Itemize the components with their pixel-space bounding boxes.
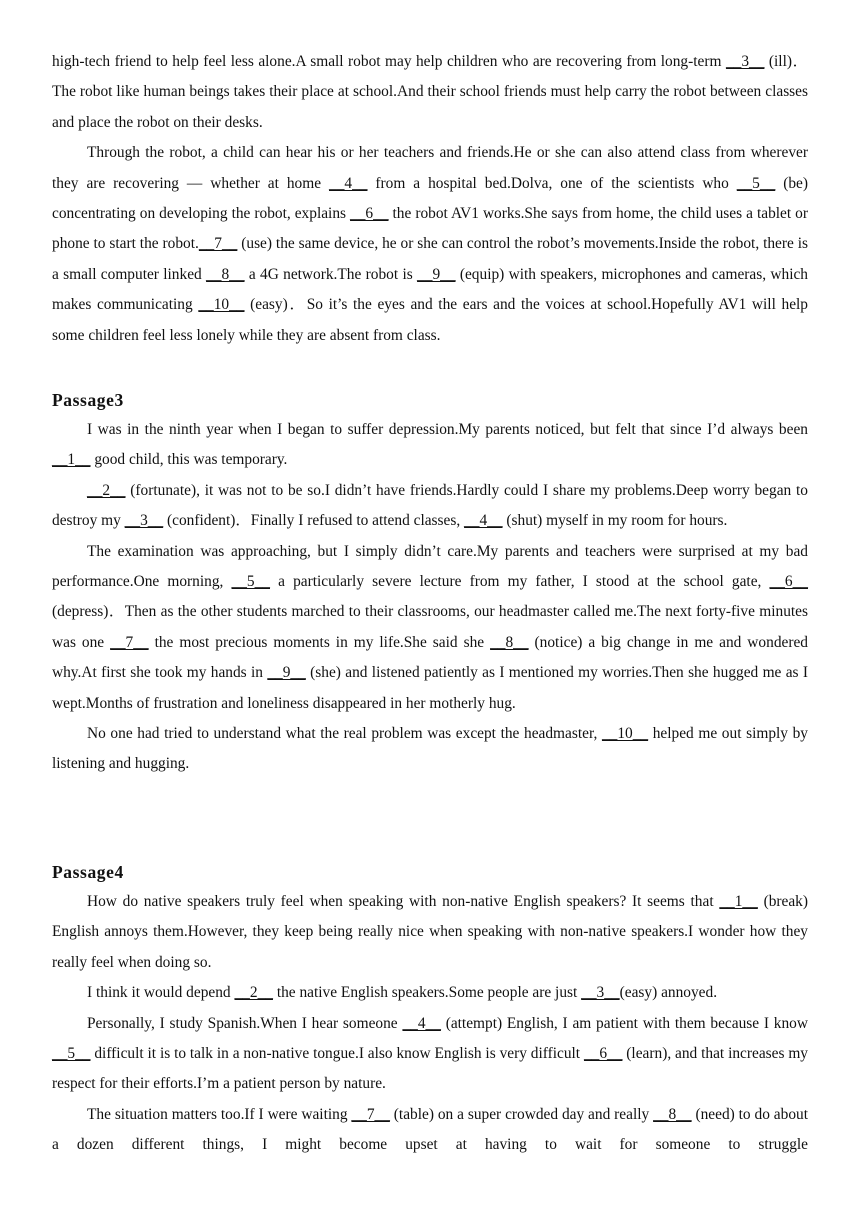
passage4 (52, 857, 808, 1161)
text-run: (need) to do about a dozen different things, I might become upset at having to wait for someone to struggle (52, 1105, 808, 1154)
text-run: good child, this was temporary. (90, 451, 288, 469)
text-run: the native English speakers.Some people are just (272, 984, 582, 1002)
passage-heading: Passage3 (52, 390, 124, 410)
paragraph (52, 47, 808, 138)
answer-blank: __4__ (329, 174, 368, 192)
answer-blank: __7__ (110, 633, 149, 651)
answer-blank: __3__ (725, 53, 765, 70)
answer-blank: __4__ (464, 512, 503, 530)
text-run: (shut) myself in my room for hours. (502, 512, 728, 530)
text-run: (use) the same device, he or she can control the robot’s movements.Inside the robot, there is a small computer linked (52, 235, 809, 283)
answer-blank: __3__ (124, 512, 164, 530)
text-run: (confident)．Finally I refused to attend classes, (163, 512, 465, 530)
text-run: (attempt) English, I am patient with them because I know (440, 1014, 808, 1032)
text-run: I think it would depend (87, 984, 235, 1002)
answer-blank: __1__ (52, 451, 91, 469)
text-run: (equip) with speakers, microphones and cameras, which makes communicating (52, 265, 808, 314)
answer-blank: __6__ (350, 205, 389, 223)
text-run: (fortunate), it was not to be so.I didn’t have friends.Hardly could I share my problems.Deep worry began to destroy my (52, 481, 808, 530)
text-run: high-tech friend to help feel less alone.A small robot may help children who are recovering from long-term (52, 53, 726, 70)
answer-blank: __7__ (351, 1105, 390, 1123)
text-run: The situation matters too.If I were waiting (87, 1105, 352, 1123)
answer-blank: __2__ (234, 984, 273, 1002)
paragraph (52, 719, 808, 780)
text-run: (break) English annoys them.However, they keep being really nice when speaking with non-native speakers.I wonder how they really feel when doing so. (52, 893, 808, 971)
answer-blank: __4__ (402, 1014, 441, 1032)
text-run: (easy) annoyed. (619, 984, 718, 1002)
passage2-continuation (52, 47, 808, 351)
text-run: difficult it is to talk in a non-native tongue.I also know English is very difficult (90, 1045, 584, 1063)
text-run: (she) and listened patiently as I mentioned my worries.Then she hugged me as I wept.Months of frustration and loneliness disappeared in her motherly hug. (52, 664, 808, 712)
passage3 (52, 385, 808, 780)
text-run: helped me out simply by listening and hugging. (52, 725, 809, 773)
answer-blank: __8__ (653, 1105, 692, 1123)
text-run: a 4G network.The robot is (244, 265, 418, 283)
text-run: How do native speakers truly feel when speaking with non-native English speakers? It seems that (87, 893, 720, 910)
text-run: (learn), and that increases my respect for their efforts.I’m a patient person by nature. (52, 1045, 808, 1093)
passage-heading: Passage4 (52, 862, 124, 882)
text-run: Through the robot, a child can hear his or her teachers and friends.He or she can also attend class from wherever they are recovering — whether at home (52, 144, 808, 192)
text-run: (be) concentrating on developing the robot, explains (52, 174, 808, 223)
answer-blank: __10__ (601, 725, 649, 743)
answer-blank: __5__ (231, 573, 270, 591)
paragraph (52, 978, 808, 1008)
answer-blank: __8__ (490, 633, 529, 651)
text-run: the robot AV1 works.She says from home, the child uses a tablet or phone to start the robot. (52, 205, 808, 253)
text-run: from a hospital bed.Dolva, one of the scientists who (367, 174, 737, 192)
answer-blank: __2__ (87, 481, 126, 499)
text-run: (table) on a super crowded day and really (389, 1105, 654, 1123)
text-run: (notice) a big change in me and wondered why.At first she took my hands in (52, 633, 808, 682)
text-run: (easy)．So it’s the eyes and the ears and the voices at school.Hopefully AV1 will help some children feel less lonely while they are absent from class. (52, 296, 808, 344)
answer-blank: __9__ (267, 664, 306, 682)
text-run: (ill)．The robot like human beings takes their place at school.And their school friends must help carry the robot between classes and place the robot on their desks. (52, 53, 808, 131)
text-run: the most precious moments in my life.She said she (148, 633, 491, 651)
answer-blank: __5__ (52, 1045, 91, 1063)
answer-blank: __10__ (198, 296, 245, 314)
paragraph (52, 476, 808, 537)
text-run: I was in the ninth year when I began to suffer depression.My parents noticed, but felt that since I’d always been (87, 421, 808, 438)
answer-blank: __5__ (736, 174, 776, 192)
answer-blank: __6__ (769, 573, 808, 591)
text-run: The examination was approaching, but I simply didn’t care.My parents and teachers were surprised at my bad performance.One morning, (52, 542, 808, 591)
answer-blank: __6__ (583, 1045, 623, 1063)
answer-blank: __8__ (206, 265, 245, 283)
paragraph (52, 1009, 808, 1100)
answer-blank: __9__ (417, 265, 456, 283)
text-run: (depress)．Then as the other students marched to their classrooms, our headmaster called me.The next forty-five minutes was one (52, 603, 808, 651)
paragraph (52, 887, 808, 978)
text-run: a particularly severe lecture from my father, I stood at the school gate, (270, 573, 770, 591)
paragraph (52, 537, 808, 719)
paragraph (52, 138, 808, 351)
paragraph (52, 1100, 808, 1161)
answer-blank: __7__ (198, 235, 238, 253)
text-run: Personally, I study Spanish.When I hear someone (87, 1014, 403, 1032)
answer-blank: __1__ (719, 893, 758, 910)
answer-blank: __3__ (581, 984, 620, 1002)
text-run: No one had tried to understand what the real problem was except the headmaster, (87, 725, 602, 743)
paragraph (52, 415, 808, 476)
